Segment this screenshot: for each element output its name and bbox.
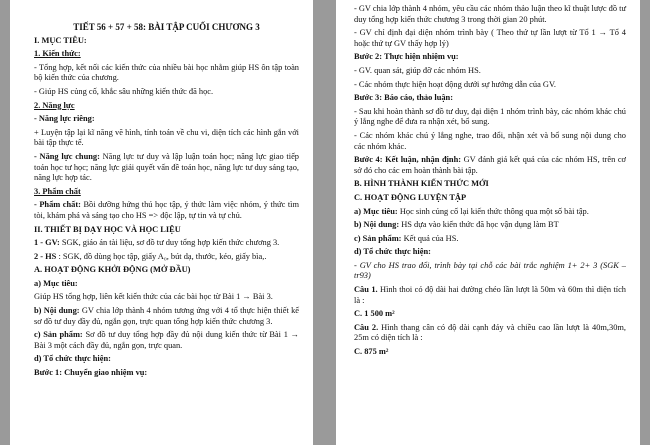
- section-heading: I. MỤC TIÊU:: [34, 35, 87, 45]
- paragraph: [354, 220, 626, 231]
- subsection-heading: 1. Kiến thức:: [34, 49, 81, 59]
- question-number: Câu 1.: [354, 285, 378, 295]
- document-page-right: [336, 0, 640, 445]
- section-heading: A. HOẠT ĐỘNG KHỞI ĐỘNG (MỞ ĐẦU): [34, 265, 191, 275]
- paragraph: [354, 207, 626, 218]
- inline-text: GV đánh giá kết quả của các nhóm HS, trên cơ sở đó cho các em hoàn thành bài tập.: [354, 155, 626, 175]
- section-heading: II. THIẾT BỊ DẠY HỌC VÀ HỌC LIỆU: [34, 224, 181, 234]
- paragraph: - GV. quan sát, giúp đỡ các nhóm HS.: [354, 65, 481, 75]
- paragraph: - Các nhóm thực hiện hoạt động dưới sự hướng dẫn của GV.: [354, 79, 557, 89]
- inline-text: Kết quả của HS.: [401, 233, 459, 243]
- inline-text: Bồi dưỡng hứng thú học tập, ý thức làm việc nhóm, ý thức tìm tòi, khám phá và sáng tạo cho HS => độc lập, tự tin và tự chủ.: [34, 200, 299, 220]
- paragraph: - Sau khi hoàn thành sơ đồ tư duy, đại diện 1 nhóm trình bày, các nhóm khác chú ý lắng nghe để đưa ra nhận xét, bổ sung.: [354, 106, 626, 127]
- paragraph: - GV chia lớp thành 4 nhóm, yêu cầu các nhóm thảo luận theo kĩ thuật lược đồ tư duy tổng hợp kiến thức chương 3 trong thời gian 20 phút.: [354, 4, 626, 24]
- paragraph-heading: - Năng lực riêng:: [34, 114, 95, 124]
- paragraph-heading: Bước 1: Chuyển giao nhiệm vụ:: [34, 368, 148, 378]
- inline-text: Năng lực tư duy và lập luận toán học; năng lực giao tiếp toán học tư học; năng lực giải quyết vấn đề toán học, năng lực tư duy sáng tạo, năng lực hợp tác.: [34, 151, 299, 183]
- paragraph: - GV cho HS trao đổi, trình bày tại chỗ các bài trắc nghiệm 1+ 2+ 3 (SGK –tr93): [354, 260, 626, 281]
- inline-label: c) Sản phẩm:: [34, 330, 83, 340]
- inline-text: SGK, giáo án tài liệu, sơ đồ tư duy tổng hợp kiến thức chương 3.: [59, 238, 280, 248]
- paragraph: Giúp HS tổng hợp, liên kết kiến thức của các bài học từ Bài 1 → Bài 3.: [34, 292, 273, 302]
- paragraph: [34, 200, 299, 221]
- paragraph: - Tổng hợp, kết nối các kiến thức của nhiều bài học nhằm giúp HS ôn tập toàn bộ kiến thức của chương.: [34, 62, 299, 83]
- inline-text: HS dựa vào kiến thức đã học vận dụng làm BT: [399, 220, 559, 230]
- paragraph: [34, 252, 299, 263]
- paragraph-heading: Bước 2: Thực hiện nhiệm vụ:: [354, 52, 459, 62]
- paragraph: - GV chỉ định đại diện nhóm trình bày ( Theo thứ tự lần lượt từ Tổ 1 → Tổ 4 hoặc thứ tự GV thấy hợp lý): [354, 28, 626, 48]
- document-page-left: [10, 0, 313, 445]
- question-number: Câu 2.: [354, 322, 379, 332]
- paragraph: - Các nhóm khác chú ý lắng nghe, trao đổi, nhận xét và bổ sung nội dung cho các nhóm khác.: [354, 130, 626, 151]
- paragraph: [34, 152, 299, 184]
- section-heading: B. HÌNH THÀNH KIẾN THỨC MỚI: [354, 179, 489, 189]
- question: [354, 285, 626, 306]
- inline-label: - Năng lực chung:: [34, 151, 100, 161]
- inline-label: a) Mục tiêu:: [354, 206, 398, 216]
- paragraph: [34, 306, 299, 327]
- question-text: Hình thoi có độ dài hai đường chéo lần lượt là 50m và 60m thì diện tích là :: [354, 285, 626, 305]
- answer: C. 1 500 m²: [354, 309, 395, 319]
- inline-text: Học sinh củng cố lại kiến thức thông qua một số bài tập.: [397, 206, 589, 216]
- paragraph-heading: a) Mục tiêu:: [34, 278, 78, 288]
- paragraph: [34, 330, 299, 351]
- inline-text: GV chia lớp thành 4 nhóm tương ứng với 4 tổ thực hiện thiết kế sơ đồ tư duy đầy đủ, ngắn gọn, trực quan tổng hợp kiến thức chương 3.: [34, 306, 299, 326]
- paragraph: [34, 238, 299, 249]
- paragraph-heading: Bước 3: Báo cáo, thảo luận:: [354, 93, 453, 103]
- inline-label: - Phẩm chất:: [34, 200, 81, 210]
- inline-label: c) Sản phẩm:: [354, 233, 402, 243]
- paragraph: - Giúp HS củng cố, khắc sâu những kiến thức đã học.: [34, 86, 214, 96]
- paragraph: + Luyện tập lại kĩ năng vẽ hình, tính toán về chu vi, diện tích các hình gắn với bài tập thực tế.: [34, 127, 299, 148]
- inline-label: 2 - HS: [34, 251, 57, 261]
- inline-text: Sơ đồ tư duy tổng hợp đầy đủ nội dung kiến thức từ Bài 1 → Bài 3 một cách đầy đủ, ngắn gọn, trực quan.: [34, 330, 299, 350]
- subsection-heading: 3. Phẩm chất: [34, 186, 81, 196]
- subsection-heading: 2. Năng lực: [34, 100, 75, 110]
- inline-text: : SGK, đồ dùng học tập, giấy A₀, bút dạ, thước, kéo, giấy bìa,.: [56, 251, 267, 261]
- section-heading: C. HOẠT ĐỘNG LUYỆN TẬP: [354, 192, 467, 202]
- question-text: Hình thang cân có độ dài cạnh đáy và chiều cao lần lượt là 40m,30m, 25m có diện tích là :: [354, 322, 626, 343]
- inline-label: Bước 4: Kết luận, nhận định:: [354, 155, 462, 165]
- paragraph: [354, 234, 626, 245]
- inline-label: b) Nội dung:: [354, 220, 400, 230]
- answer: C. 875 m²: [354, 347, 389, 357]
- inline-label: b) Nội dung:: [34, 306, 80, 316]
- paragraph-heading: d) Tổ chức thực hiện:: [34, 354, 111, 364]
- lesson-title: TIẾT 56 + 57 + 58: BÀI TẬP CUỐI CHƯƠNG 3: [73, 22, 260, 32]
- inline-label: 1 - GV:: [34, 238, 60, 248]
- paragraph-heading: d) Tổ chức thực hiện:: [354, 247, 431, 257]
- question: [354, 323, 626, 344]
- paragraph: [354, 155, 626, 176]
